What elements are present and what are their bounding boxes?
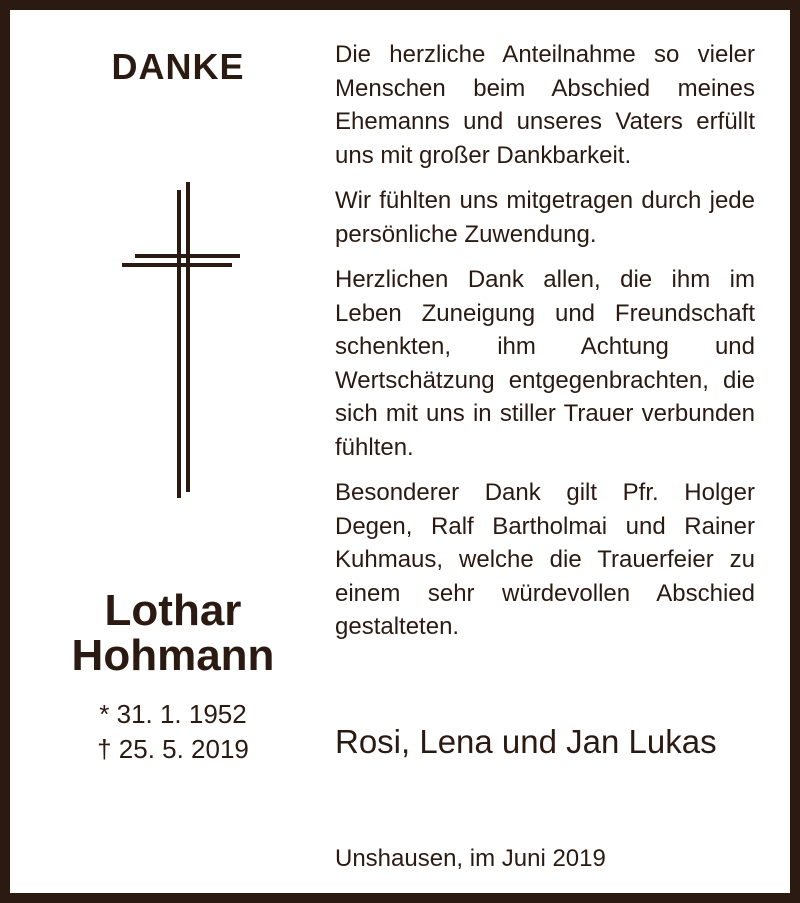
message-column — [335, 38, 755, 656]
heading-danke: DANKE — [111, 46, 245, 87]
deceased-last-name: Hohmann — [71, 631, 275, 680]
life-dates — [20, 697, 326, 767]
death-date: † 25. 5. 2019 — [97, 734, 249, 764]
message-paragraph: Wir fühlten uns mitgetragen durch jede persönliche Zuwendung. — [335, 187, 755, 248]
birth-date: * 31. 1. 1952 — [99, 699, 247, 729]
place-and-date: Unshausen, im Juni 2019 — [335, 845, 606, 872]
left-column — [20, 20, 310, 903]
family-signature: Rosi, Lena und Jan Lukas — [335, 723, 717, 760]
message-paragraph: Die herzliche Anteilnahme so vieler Menschen beim Abschied meines Ehemanns und unseres Vaters erfüllt uns mit großer Dankbarkeit. — [335, 41, 755, 169]
deceased-name — [20, 588, 326, 678]
message-paragraph: Besonderer Dank gilt Pfr. Holger Degen, Ralf Bartholmai und Rainer Kuhmaus, welche die Trauerfeier zu einem sehr würdevollen Abschied gestalteten. — [335, 479, 755, 640]
message-paragraph: Herzlichen Dank allen, die ihm im Leben Zuneigung und Freundschaft schenkten, ihm Achtung und Wertschätzung entgegenbrachten, die sich mit uns in stiller Trauer verbunden fühlten. — [335, 266, 755, 461]
deceased-first-name: Lothar — [104, 586, 242, 635]
cross-icon — [110, 170, 240, 500]
